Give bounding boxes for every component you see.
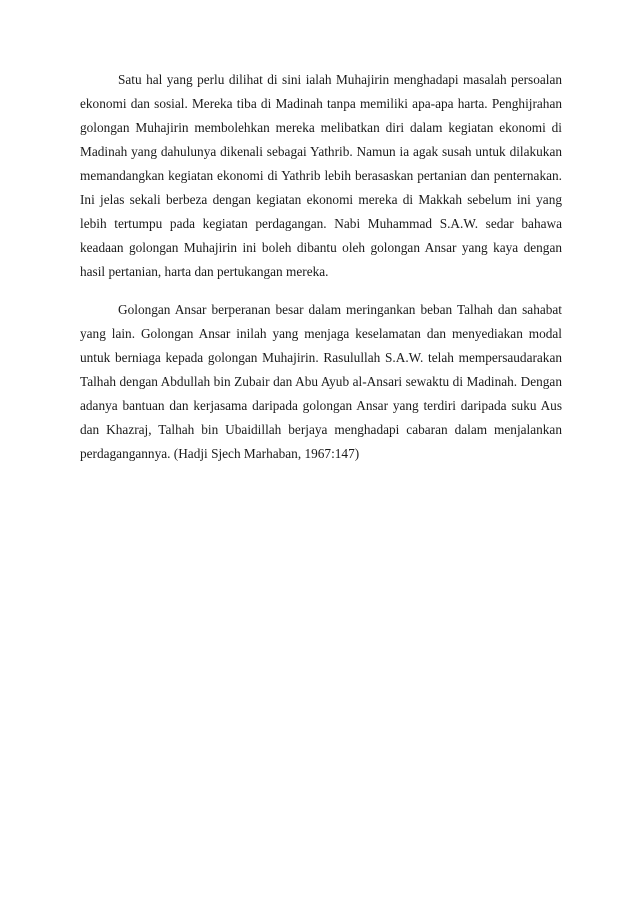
document-body — [80, 68, 562, 466]
paragraph-ansar-role: Golongan Ansar berperanan besar dalam meringankan beban Talhah dan sahabat yang lain. Golongan Ansar inilah yang menjaga keselamatan dan menyediakan modal untuk berniaga kepada golongan Muhajirin. Rasulullah S.A.W. telah mempersaudarakan Talhah dengan Abdullah bin Zubair dan Abu Ayub al-Ansari sewaktu di Madinah. Dengan adanya bantuan dan kerjasama daripada golongan Ansar yang terdiri daripada suku Aus dan Khazraj, Talhah bin Ubaidillah berjaya menghadapi cabaran dalam menjalankan perdagangannya. (Hadji Sjech Marhaban, 1967:147) — [80, 302, 562, 461]
paragraph-muhajirin-economy: Satu hal yang perlu dilihat di sini ialah Muhajirin menghadapi masalah persoalan ekonomi dan sosial. Mereka tiba di Madinah tanpa memiliki apa-apa harta. Penghijrahan golongan Muhajirin membolehkan mereka melibatkan diri dalam kegiatan ekonomi di Madinah yang dahulunya dikenali sebagai Yathrib. Namun ia agak susah untuk dilakukan memandangkan kegiatan ekonomi di Yathrib lebih berasaskan pertanian dan penternakan. Ini jelas sekali berbeza dengan kegiatan ekonomi mereka di Makkah sebelum ini yang lebih tertumpu pada kegiatan perdagangan. Nabi Muhammad S.A.W. sedar bahawa keadaan golongan Muhajirin ini boleh dibantu oleh golongan Ansar yang kaya dengan hasil pertanian, harta dan pertukangan mereka. — [80, 72, 562, 279]
